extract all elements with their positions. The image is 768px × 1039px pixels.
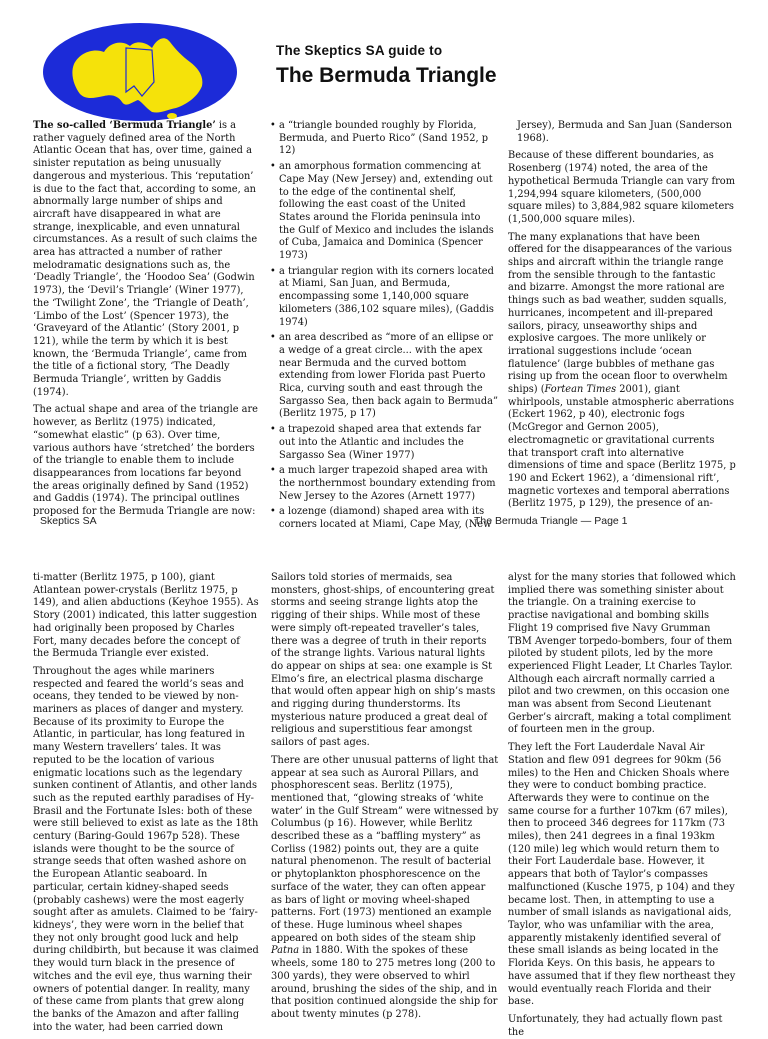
page2-column-3 bbox=[508, 572, 736, 1038]
list-item: • a triangular region with its corners located at Miami, San Juan, and Bermuda, encompassing some 1,140,000 square kilometers (386,102 square miles), (Gaddis 1974) bbox=[270, 266, 498, 330]
intro-lead: The so-called ‘Bermuda Triangle’ bbox=[33, 120, 216, 131]
page2-column-2 bbox=[271, 572, 499, 1024]
list-item: • a much larger trapezoid shaped area with the northernmost boundary extending from New Jersey to the Azores (Arnett 1977) bbox=[270, 465, 498, 503]
page2-flight19-paragraph: alyst for the many stories that followed which implied there was something sinister about the triangle. On a training exercise to practise navigational and bombing skills Flight 19 comprised five Navy Grumman TBM Avenger torpedo-bombers, four of them piloted by student pilots, led by the more experienced Flight Leader, Lt Charles Taylor. Although each aircraft normally carried a pilot and two crewmen, on this occasion one man was absent from Second Lieutenant Gerber’s aircraft, making a total compliment of fourteen men in the group. bbox=[508, 572, 736, 736]
fortean-times-citation: Fortean Times bbox=[544, 384, 617, 396]
page1-shape-paragraph: The actual shape and area of the triangle are however, as Berlitz (1975) indicated, “somewhat elastic” (p 63). Over time, various authors have ‘stretched’ the borders of the triangle to enable them to include disappearances from locations far beyond the areas originally defined by Sand (1952) and Gaddis (1974). The principal outlines proposed for the Bermuda Triangle are now: bbox=[33, 404, 258, 518]
list-item: • a trapezoid shaped area that extends far out into the Atlantic and includes the Sargasso Sea (Winer 1977) bbox=[270, 424, 498, 462]
explanations-text-a: The many explanations that have been offered for the disappearances of the various ships and aircraft within the triangle range from the sensible through to the fantastic and bizarre. Amongst the more rational are things such as bad weather, sudden squalls, hurricanes, incompetent and ill-prepared sailors, piracy, unseaworthy ships and explosive cargoes. The more unlikely or irrational suggestions include ‘ocean flatulence’ (large bubbles of methane gas rising up from the ocean floor to overwhelm ships) ( bbox=[508, 231, 732, 396]
page1-explanations-paragraph bbox=[508, 232, 736, 511]
page1-column-2 bbox=[270, 120, 498, 531]
page2-sailors-paragraph: Sailors told stories of mermaids, sea monsters, ghost-ships, of encountering great storms and seeing strange lights atop the rigging of their ships. While most of these were simply oft-repeated traveller’s tales, there was a degree of truth in their reports of the strange lights. Various natural lights do appear on ships at sea: one example is St Elmo’s fire, an electrical plasma discharge that would often appear high on ship’s masts and rigging during thunderstorms. Its mysterious nature produced a great deal of religious and superstitious fear amongst sailors of past ages. bbox=[271, 572, 496, 749]
ship-name-patna: Patna bbox=[271, 945, 300, 957]
page2-light-patterns-paragraph bbox=[271, 755, 499, 1022]
list-continuation: Jersey), Bermuda and San Juan (Sanderson 1968). bbox=[517, 120, 733, 144]
page1-column-1 bbox=[33, 120, 259, 518]
footer-left: Skeptics SA bbox=[40, 515, 97, 527]
page2-route-paragraph: They left the Fort Lauderdale Naval Air Station and flew 091 degrees for 90km (56 miles) to the Hen and Chicken Shoals where they were to conduct bombing practice. Afterwards they were to continue on the same course for a further 107km (67 miles), then to proceed 346 degrees for 117km (73 miles), then 241 degrees in a final 193km (120 mile) leg which would return them to their Fort Lauderdale base. However, it appears that both of Taylor’s compasses malfunctioned (Kusche 1975, p 104) and they became lost. Then, in attempting to use a number of small islands as navigational aids, Taylor, who was unfamiliar with the area, apparently mistakenly identified several of these small islands as being located in the Florida Keys. On this basis, he appears to have assumed that if they flew northeast they would eventually reach Florida and their base. bbox=[508, 742, 736, 1008]
light-text-a: There are other unusual patterns of light that appear at sea such as Auroral Pillars, and phosphorescent seas. Berlitz (1975), mentioned that, “glowing streaks of ‘white water’ in the Gulf Stream” were witnessed by Columbus (p 16). However, while Berlitz described these as a “baffling mystery” as Corliss (1982) points out, they are a quite natural phenomenon. The result of bacterial or phytoplankton phosphorescence on the surface of the water, they can often appear as bars of light or moving wheel-shaped patterns. Fort (1973) mentioned an example of these. Huge luminous wheel shapes appeared on both sides of the steam ship bbox=[271, 754, 499, 944]
list-item: • an area described as “more of an ellipse or a wedge of a great circle... with the apex near Bermuda and the curved bottom extending from lower Florida past Puerto Rica, curving south and east through the Sargasso Sea, then back again to Bermuda” (Berlitz 1975, p 17) bbox=[270, 332, 498, 421]
intro-text: is a rather vaguely defined area of the North Atlantic Ocean that has, over time, gained a sinister reputation as being unusually dangerous and mysterious. This ‘reputation’ is due to the fact that, according to some, an abnormally large number of ships and aircraft have disappeared in what are strange, inexplicable, and even unnatural circumstances. As a result of such claims the area has attracted a number of rather melodramatic designations such as, the ‘Deadly Triangle’, the ‘Hoodoo Sea’ (Godwin 1973), the ‘Devil’s Triangle’ (Winer 1977), the ‘Twilight Zone’, the ‘Triangle of Death’, ‘Limbo of the Lost’ (Spencer 1973), the ‘Graveyard of the Atlantic’ (Story 2001, p 121), while the term by which it is best known, the ‘Bermuda Triangle’, came from the title of a fictional story, ‘The Deadly Bermuda Triangle’, written by Gaddis (1974). bbox=[33, 120, 258, 398]
list-item: • a “triangle bounded roughly by Florida, Bermuda, and Puerto Rico” (Sand 1952, p 12) bbox=[270, 120, 498, 158]
footer-page-number: The Bermuda Triangle — Page 1 bbox=[474, 515, 628, 527]
page1-intro-paragraph bbox=[33, 120, 259, 399]
page1-column-3 bbox=[508, 120, 736, 513]
page2-antimatter-paragraph: ti-matter (Berlitz 1975, p 100), giant Atlantean power-crystals (Berlitz 1975, p 149), and alien abductions (Keyhoe 1955). As Story (2001) indicated, this latter suggestion had originally been proposed by Charles Fort, many decades before the concept of the Bermuda Triangle ever existed. bbox=[33, 572, 259, 660]
explanations-text-b: 2001), giant whirlpools, unstable atmospheric aberrations (Eckert 1962, p 40), electronic fogs (McGregor and Gernon 2005), electromagnetic or gravitational currents that transport craft into alternative dimensions of time and space (Berlitz 1975, p 190 and Eckert 1962), a ‘dimensional rift’, magnetic vortexes and temporal aberrations (Berlitz 1975, p 129), the presence of an- bbox=[508, 384, 736, 510]
logo-tasmania bbox=[167, 113, 177, 119]
page1-boundaries-paragraph: Because of these different boundaries, as Rosenberg (1974) noted, the area of the hypothetical Bermuda Triangle can vary from 1,294,994 square kilometers, (500,000 square miles) to 3,884,982 square kilometers (1,500,000 square miles). bbox=[508, 150, 735, 225]
page2-column-1 bbox=[33, 572, 259, 1033]
triangle-outlines-list bbox=[270, 120, 498, 532]
guide-subtitle: The Skeptics SA guide to bbox=[276, 43, 443, 58]
page2-mariners-paragraph: Throughout the ages while mariners respected and feared the world’s seas and oceans, they tended to be viewed by non-mariners as places of danger and mystery. Because of its proximity to Europe the Atlantic, in particular, has long featured in many Western travellers’ tales. It was reputed to be the location of various enigmatic locations such as the legendary sunken continent of Atlantis, and other lands such as the reputed earthly paradises of Hy-Brasil and the Fortunate Isles: both of these were still believed to exist as late as the 18th century (Baring-Gould 1967p 528). These islands were thought to be the source of strange seeds that often washed ashore on the European Atlantic seaboard. In particular, certain kidney-shaped seeds (probably cashews) were the most eagerly sought after as amulets. Claimed to be ‘fairy-kidneys’, they were worn in the belief that they not only brought good luck and help during childbirth, but because it was claimed they would turn black in the presence of witches and the evil eye, thus warning their owners of potential danger. In reality, many of these came from plants that grew along the banks of the Amazon and after falling into the water, had been carried down bbox=[33, 665, 259, 1033]
list-item: • a lozenge (diamond) shaped area with its corners located at Miami, Cape May, (New bbox=[270, 506, 498, 531]
skeptics-sa-logo bbox=[42, 22, 238, 122]
light-text-b: in 1880. With the spokes of these wheels, some 180 to 275 metres long (200 to 300 yards), they were observed to whirl around, brushing the sides of the ship, and in that position continued alongside the ship for about twenty minutes (p 278). bbox=[271, 945, 498, 1020]
page-title: The Bermuda Triangle bbox=[276, 64, 497, 87]
list-item: • an amorphous formation commencing at Cape May (New Jersey) and, extending out to the edge of the continental shelf, following the east coast of the United States around the Florida peninsula into the Gulf of Mexico and includes the islands of Cuba, Jamaica and Dominica (Spencer 1973) bbox=[270, 161, 498, 263]
page2-unfortunately-paragraph: Unfortunately, they had actually flown past the bbox=[508, 1013, 723, 1038]
